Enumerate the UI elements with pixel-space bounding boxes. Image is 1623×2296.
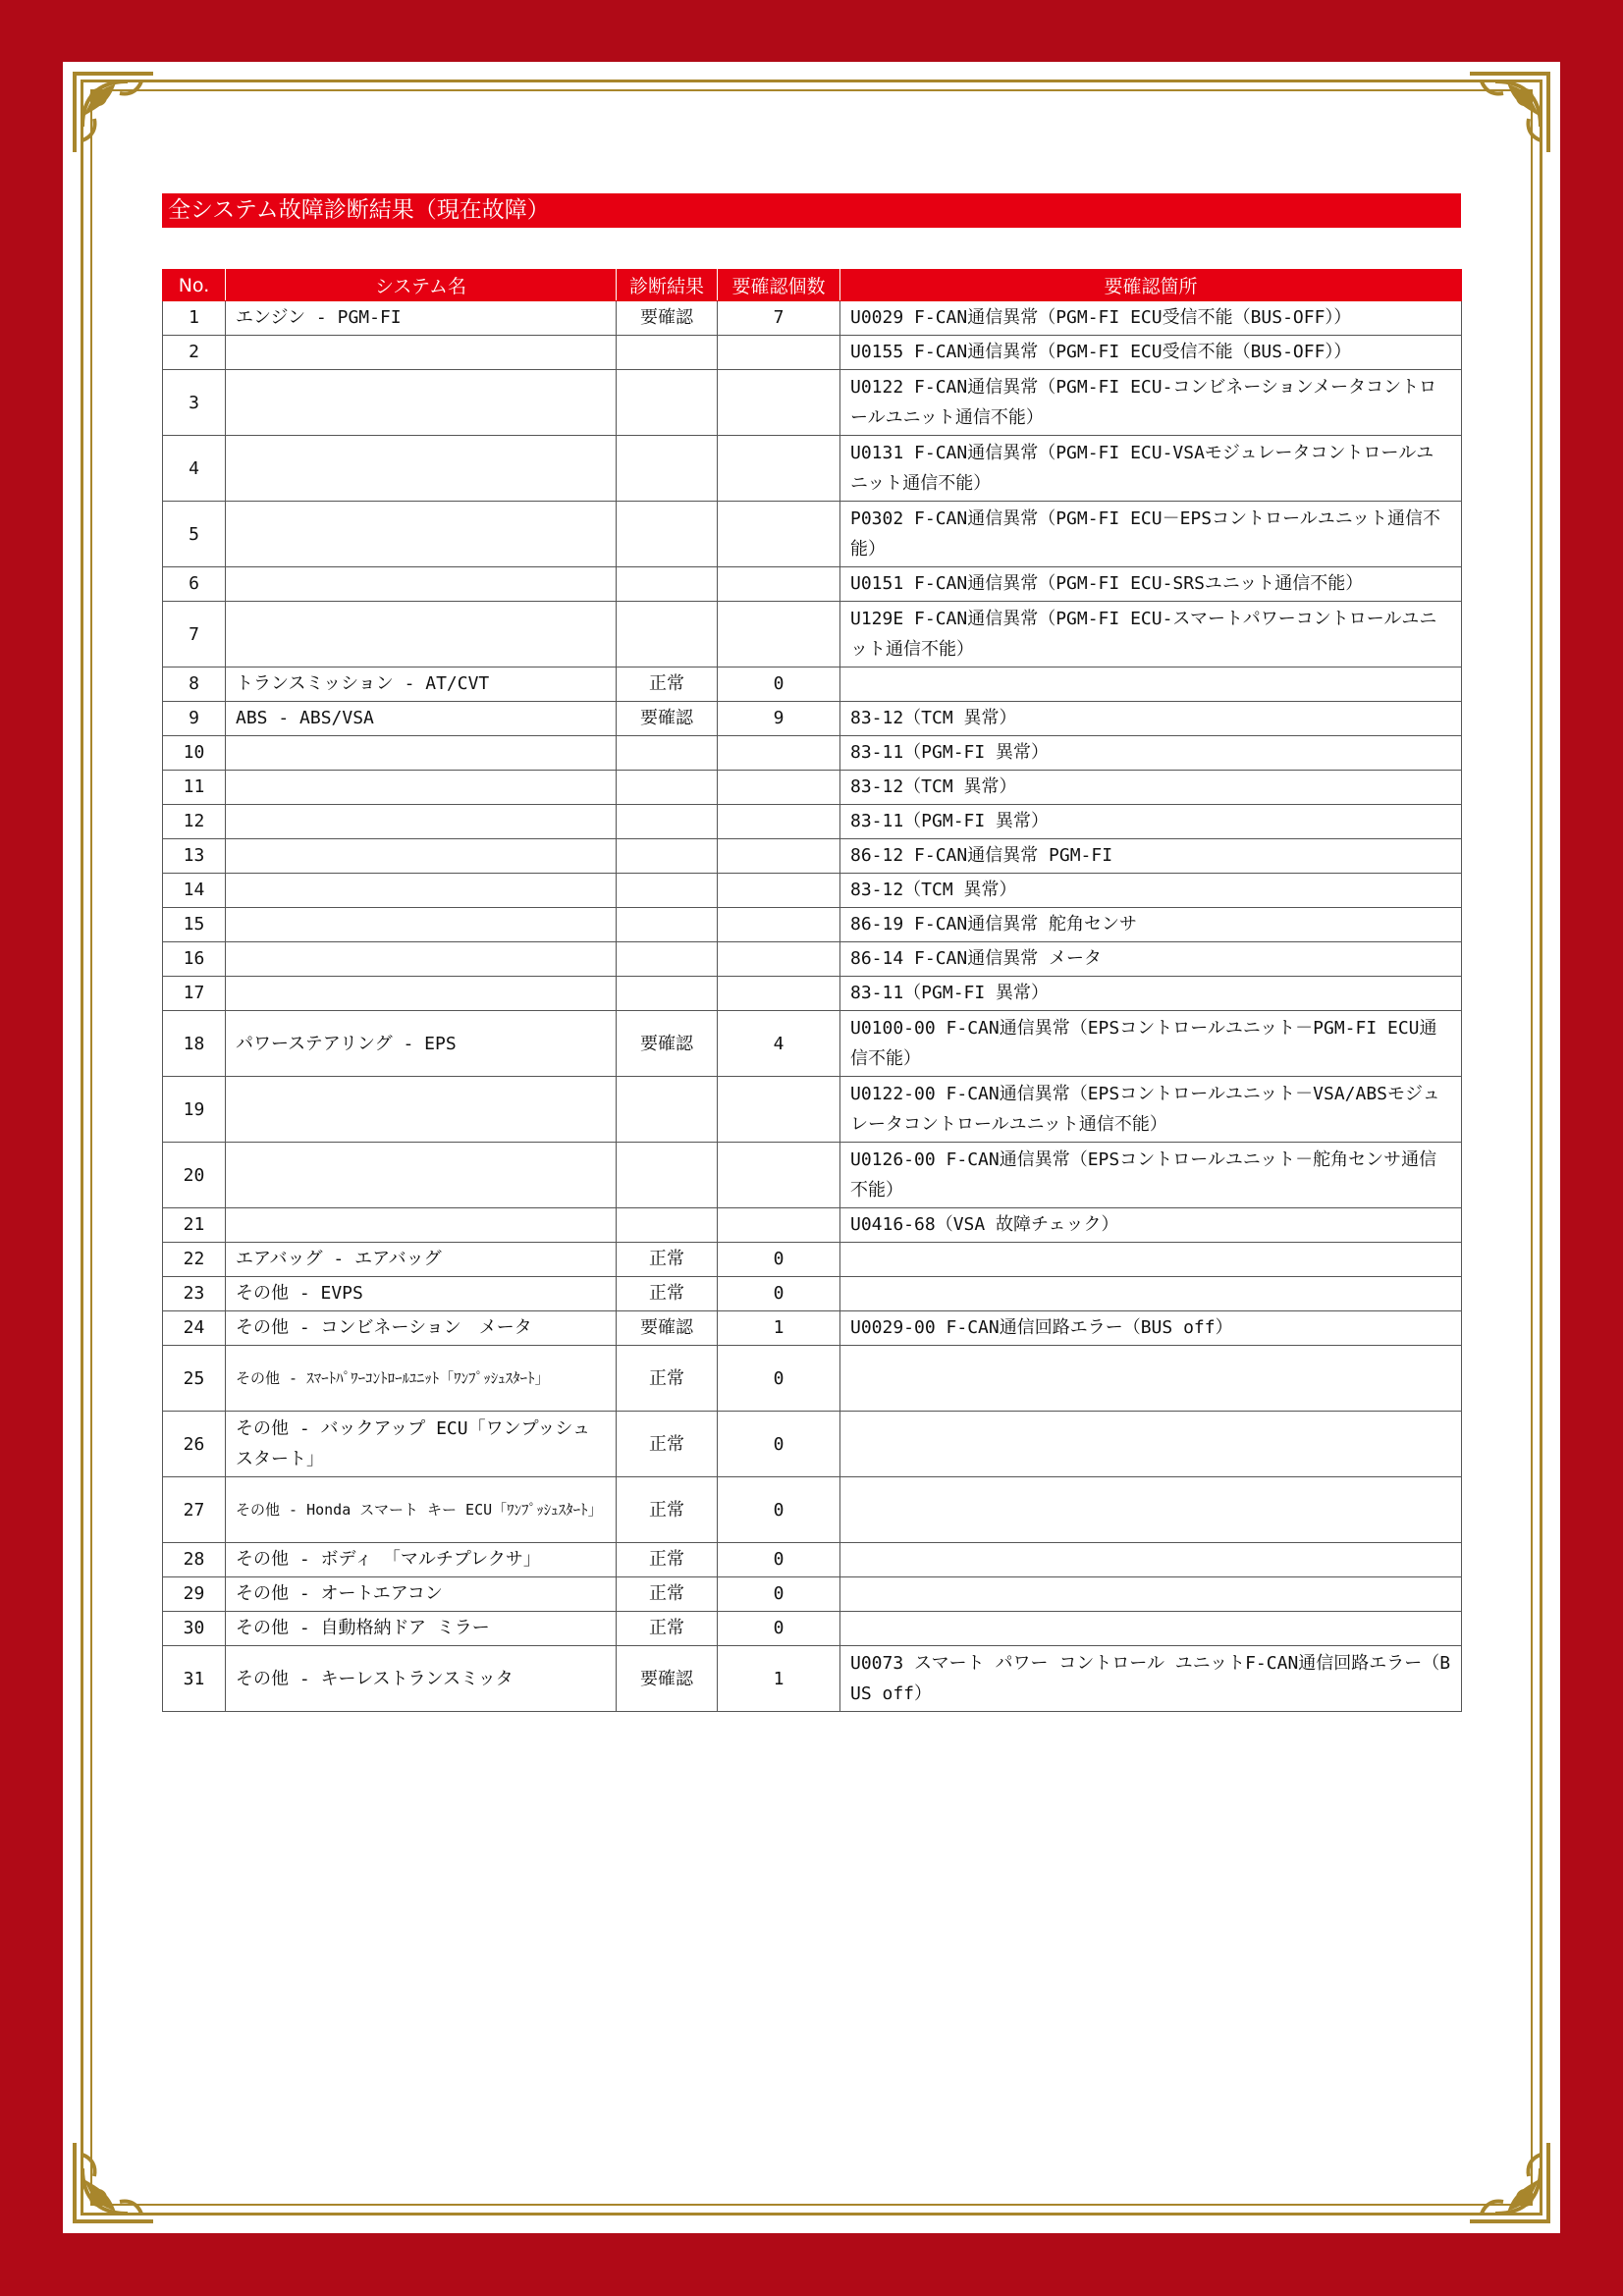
diagnosis-table (162, 269, 1462, 1712)
row-count (718, 370, 840, 436)
row-no: 10 (163, 736, 226, 771)
row-system: その他 - オートエアコン (226, 1577, 617, 1612)
table-row (163, 1208, 1462, 1243)
row-location: 86-14 F-CAN通信異常 メータ (840, 942, 1462, 977)
table-row (163, 667, 1462, 702)
row-no: 18 (163, 1011, 226, 1077)
row-result: 正常 (617, 1477, 718, 1543)
table-row (163, 805, 1462, 839)
row-count (718, 336, 840, 370)
row-location: 83-12（TCM 異常） (840, 874, 1462, 908)
table-row (163, 370, 1462, 436)
row-no: 30 (163, 1612, 226, 1646)
row-no: 26 (163, 1412, 226, 1477)
row-result: 正常 (617, 1346, 718, 1412)
row-result: 要確認 (617, 1311, 718, 1346)
row-location (840, 1477, 1462, 1543)
row-result: 正常 (617, 1277, 718, 1311)
header-count: 要確認個数 (718, 270, 840, 301)
table-row (163, 436, 1462, 502)
row-location: 83-11（PGM-FI 異常） (840, 805, 1462, 839)
row-count: 7 (718, 301, 840, 336)
row-count: 1 (718, 1311, 840, 1346)
table-row (163, 908, 1462, 942)
table-header-row (163, 270, 1462, 301)
row-count (718, 602, 840, 667)
row-result (617, 942, 718, 977)
row-system: その他 - 自動格納ドア ミラー (226, 1612, 617, 1646)
row-no: 4 (163, 436, 226, 502)
row-count (718, 839, 840, 874)
row-system: その他 - ｽﾏｰﾄﾊﾟﾜｰｺﾝﾄﾛｰﾙﾕﾆｯﾄ「ﾜﾝﾌﾟｯｼｭｽﾀｰﾄ」 (226, 1346, 617, 1412)
row-count (718, 736, 840, 771)
row-count (718, 1143, 840, 1208)
row-system (226, 336, 617, 370)
table-row (163, 771, 1462, 805)
table-row (163, 1077, 1462, 1143)
row-result (617, 502, 718, 567)
row-location (840, 1412, 1462, 1477)
row-result (617, 908, 718, 942)
row-location (840, 667, 1462, 702)
row-no: 29 (163, 1577, 226, 1612)
row-no: 5 (163, 502, 226, 567)
row-location: U0122-00 F-CAN通信異常（EPSコントロールユニット－VSA/ABSモジュレータコントロールユニット通信不能） (840, 1077, 1462, 1143)
row-system: ABS - ABS/VSA (226, 702, 617, 736)
row-system (226, 736, 617, 771)
table-row (163, 1243, 1462, 1277)
row-no: 8 (163, 667, 226, 702)
row-result (617, 1143, 718, 1208)
table-row (163, 702, 1462, 736)
table-row (163, 839, 1462, 874)
row-system: エアバッグ - エアバッグ (226, 1243, 617, 1277)
row-result: 正常 (617, 1412, 718, 1477)
row-system (226, 1077, 617, 1143)
row-system: エンジン - PGM-FI (226, 301, 617, 336)
row-system (226, 1143, 617, 1208)
row-result (617, 1208, 718, 1243)
table-row (163, 567, 1462, 602)
row-system (226, 839, 617, 874)
row-result (617, 839, 718, 874)
table-row (163, 502, 1462, 567)
row-count: 1 (718, 1646, 840, 1712)
table-row (163, 1646, 1462, 1712)
table-row (163, 301, 1462, 336)
row-result: 正常 (617, 1243, 718, 1277)
row-no: 21 (163, 1208, 226, 1243)
row-system (226, 370, 617, 436)
row-location (840, 1346, 1462, 1412)
table-row (163, 1412, 1462, 1477)
row-system: その他 - コンビネーション メータ (226, 1311, 617, 1346)
row-no: 22 (163, 1243, 226, 1277)
row-count (718, 908, 840, 942)
header-system: システム名 (226, 270, 617, 301)
row-count (718, 771, 840, 805)
row-no: 13 (163, 839, 226, 874)
row-system: その他 - キーレストランスミッタ (226, 1646, 617, 1712)
row-location: U0151 F-CAN通信異常（PGM-FI ECU-SRSユニット通信不能） (840, 567, 1462, 602)
table-row (163, 977, 1462, 1011)
row-system (226, 874, 617, 908)
row-count (718, 436, 840, 502)
row-result (617, 874, 718, 908)
row-system (226, 567, 617, 602)
row-system: その他 - バックアップ ECU「ワンプッシュスタート」 (226, 1412, 617, 1477)
row-count (718, 805, 840, 839)
row-count (718, 874, 840, 908)
table-row (163, 1277, 1462, 1311)
row-system (226, 942, 617, 977)
header-result: 診断結果 (617, 270, 718, 301)
row-location: U0126-00 F-CAN通信異常（EPSコントロールユニット－舵角センサ通信不能） (840, 1143, 1462, 1208)
row-system (226, 805, 617, 839)
table-row (163, 1577, 1462, 1612)
row-result (617, 370, 718, 436)
table-row (163, 1477, 1462, 1543)
row-location: U0100-00 F-CAN通信異常（EPSコントロールユニット－PGM-FI ECU通信不能） (840, 1011, 1462, 1077)
row-no: 16 (163, 942, 226, 977)
table-body (163, 301, 1462, 1712)
row-system (226, 977, 617, 1011)
table-row (163, 602, 1462, 667)
header-no: No. (163, 270, 226, 301)
row-count (718, 502, 840, 567)
table-row (163, 1143, 1462, 1208)
row-count: 0 (718, 1577, 840, 1612)
row-result: 正常 (617, 1577, 718, 1612)
row-location: U0416-68（VSA 故障チェック） (840, 1208, 1462, 1243)
ornament-corner-icon (1464, 2137, 1554, 2227)
row-location (840, 1577, 1462, 1612)
row-result: 要確認 (617, 1011, 718, 1077)
row-result (617, 805, 718, 839)
row-location (840, 1612, 1462, 1646)
row-no: 25 (163, 1346, 226, 1412)
row-location: U129E F-CAN通信異常（PGM-FI ECU-スマートパワーコントロールユニット通信不能） (840, 602, 1462, 667)
row-count (718, 942, 840, 977)
row-system: その他 - ボディ 「マルチプレクサ」 (226, 1543, 617, 1577)
row-count: 0 (718, 1543, 840, 1577)
row-no: 15 (163, 908, 226, 942)
row-system: その他 - Honda スマート キー ECU「ﾜﾝﾌﾟｯｼｭｽﾀｰﾄ」 (226, 1477, 617, 1543)
row-location: P0302 F-CAN通信異常（PGM-FI ECU－EPSコントロールユニット通信不能） (840, 502, 1462, 567)
row-result: 要確認 (617, 301, 718, 336)
row-result: 要確認 (617, 1646, 718, 1712)
row-location: U0029-00 F-CAN通信回路エラー（BUS off） (840, 1311, 1462, 1346)
section-title: 全システム故障診断結果（現在故障） (162, 193, 1461, 228)
report-page (63, 62, 1560, 2233)
row-no: 27 (163, 1477, 226, 1543)
row-no: 24 (163, 1311, 226, 1346)
row-location: U0155 F-CAN通信異常（PGM-FI ECU受信不能（BUS-OFF）） (840, 336, 1462, 370)
row-count: 0 (718, 667, 840, 702)
row-no: 14 (163, 874, 226, 908)
row-no: 17 (163, 977, 226, 1011)
row-no: 1 (163, 301, 226, 336)
row-count (718, 1077, 840, 1143)
row-location (840, 1277, 1462, 1311)
row-system (226, 1208, 617, 1243)
row-result (617, 567, 718, 602)
row-count: 0 (718, 1243, 840, 1277)
row-location: U0122 F-CAN通信異常（PGM-FI ECU-コンビネーションメータコントロールユニット通信不能） (840, 370, 1462, 436)
row-location: U0131 F-CAN通信異常（PGM-FI ECU-VSAモジュレータコントロールユニット通信不能） (840, 436, 1462, 502)
row-system: その他 - EVPS (226, 1277, 617, 1311)
row-location: 83-11（PGM-FI 異常） (840, 977, 1462, 1011)
row-system: パワーステアリング - EPS (226, 1011, 617, 1077)
row-no: 12 (163, 805, 226, 839)
ornament-corner-icon (1464, 68, 1554, 158)
row-location: 86-19 F-CAN通信異常 舵角センサ (840, 908, 1462, 942)
row-result: 正常 (617, 1612, 718, 1646)
row-no: 20 (163, 1143, 226, 1208)
row-count: 0 (718, 1277, 840, 1311)
row-system (226, 602, 617, 667)
row-location: U0029 F-CAN通信異常（PGM-FI ECU受信不能（BUS-OFF）） (840, 301, 1462, 336)
row-result (617, 1077, 718, 1143)
row-location: 83-11（PGM-FI 異常） (840, 736, 1462, 771)
row-count: 0 (718, 1412, 840, 1477)
table-row (163, 874, 1462, 908)
row-no: 23 (163, 1277, 226, 1311)
row-count (718, 1208, 840, 1243)
row-result: 要確認 (617, 702, 718, 736)
row-result: 正常 (617, 667, 718, 702)
row-result (617, 602, 718, 667)
header-location: 要確認箇所 (840, 270, 1462, 301)
table-row (163, 942, 1462, 977)
row-system: トランスミッション - AT/CVT (226, 667, 617, 702)
row-no: 11 (163, 771, 226, 805)
row-count: 9 (718, 702, 840, 736)
row-count: 0 (718, 1612, 840, 1646)
table-row (163, 1346, 1462, 1412)
row-system (226, 771, 617, 805)
row-location (840, 1243, 1462, 1277)
row-location: 83-12（TCM 異常） (840, 771, 1462, 805)
row-no: 2 (163, 336, 226, 370)
row-location: 86-12 F-CAN通信異常 PGM-FI (840, 839, 1462, 874)
row-result (617, 736, 718, 771)
ornament-corner-icon (69, 2137, 159, 2227)
row-no: 9 (163, 702, 226, 736)
row-count (718, 567, 840, 602)
row-result (617, 336, 718, 370)
row-system (226, 502, 617, 567)
table-row (163, 1011, 1462, 1077)
row-no: 6 (163, 567, 226, 602)
table-row (163, 1612, 1462, 1646)
row-no: 19 (163, 1077, 226, 1143)
row-system (226, 908, 617, 942)
row-no: 7 (163, 602, 226, 667)
row-count (718, 977, 840, 1011)
row-count: 4 (718, 1011, 840, 1077)
row-result (617, 771, 718, 805)
row-no: 31 (163, 1646, 226, 1712)
row-count: 0 (718, 1346, 840, 1412)
row-result: 正常 (617, 1543, 718, 1577)
row-no: 3 (163, 370, 226, 436)
table-row (163, 1543, 1462, 1577)
row-count: 0 (718, 1477, 840, 1543)
row-system (226, 436, 617, 502)
row-result (617, 436, 718, 502)
row-location: U0073 スマート パワー コントロール ユニットF-CAN通信回路エラー（BUS off） (840, 1646, 1462, 1712)
row-location (840, 1543, 1462, 1577)
row-result (617, 977, 718, 1011)
table-row (163, 1311, 1462, 1346)
table-row (163, 736, 1462, 771)
ornament-corner-icon (69, 68, 159, 158)
row-no: 28 (163, 1543, 226, 1577)
row-location: 83-12（TCM 異常） (840, 702, 1462, 736)
table-row (163, 336, 1462, 370)
